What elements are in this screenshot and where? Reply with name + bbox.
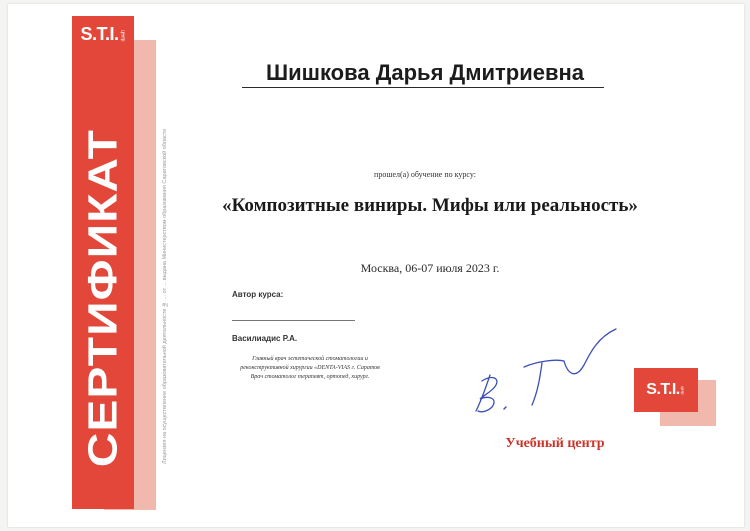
sti-logo-top [72,24,134,45]
center-logo-sub: центр [680,385,686,395]
certificate-title-box [78,116,128,481]
certificate-title: СЕРТИФИКАТ [80,129,126,468]
handwritten-signature [468,325,618,420]
training-center-label: Учебный центр [505,436,605,451]
passed-course-text: прошел(а) обучение по курсу: [374,170,476,179]
sti-logo-text: S.T.I. [80,24,119,44]
name-underline [242,87,604,88]
sti-logo-sub: центр [119,29,126,41]
author-signature-line [232,320,355,321]
author-desc-line: Врач стоматолог терапевт, ортопед, хирург. [250,374,370,380]
license-fine-print: Лицензия на осуществление образовательной деятельности № ... от ... выдана Министерством образования Саратовской области [162,128,168,464]
author-desc-line: реконструктивной хирургии «DENTA-VIAS г. Саратов [240,365,380,371]
author-label: Автор курса: [232,290,284,299]
sti-logo-bottom [634,368,698,412]
red-side-band [72,16,134,509]
author-name: Василиадис Р.А. [232,334,298,343]
recipient-name: Шишкова Дарья Дмитриевна [265,60,585,85]
author-description [210,355,410,382]
place-and-date: Москва, 06-07 июля 2023 г. [360,261,500,275]
course-title: «Композитные виниры. Мифы или реальность» [222,195,638,216]
author-desc-line: Главный врач эстетической стоматологии и [252,356,368,362]
center-logo-text: S.T.I. [646,381,680,398]
